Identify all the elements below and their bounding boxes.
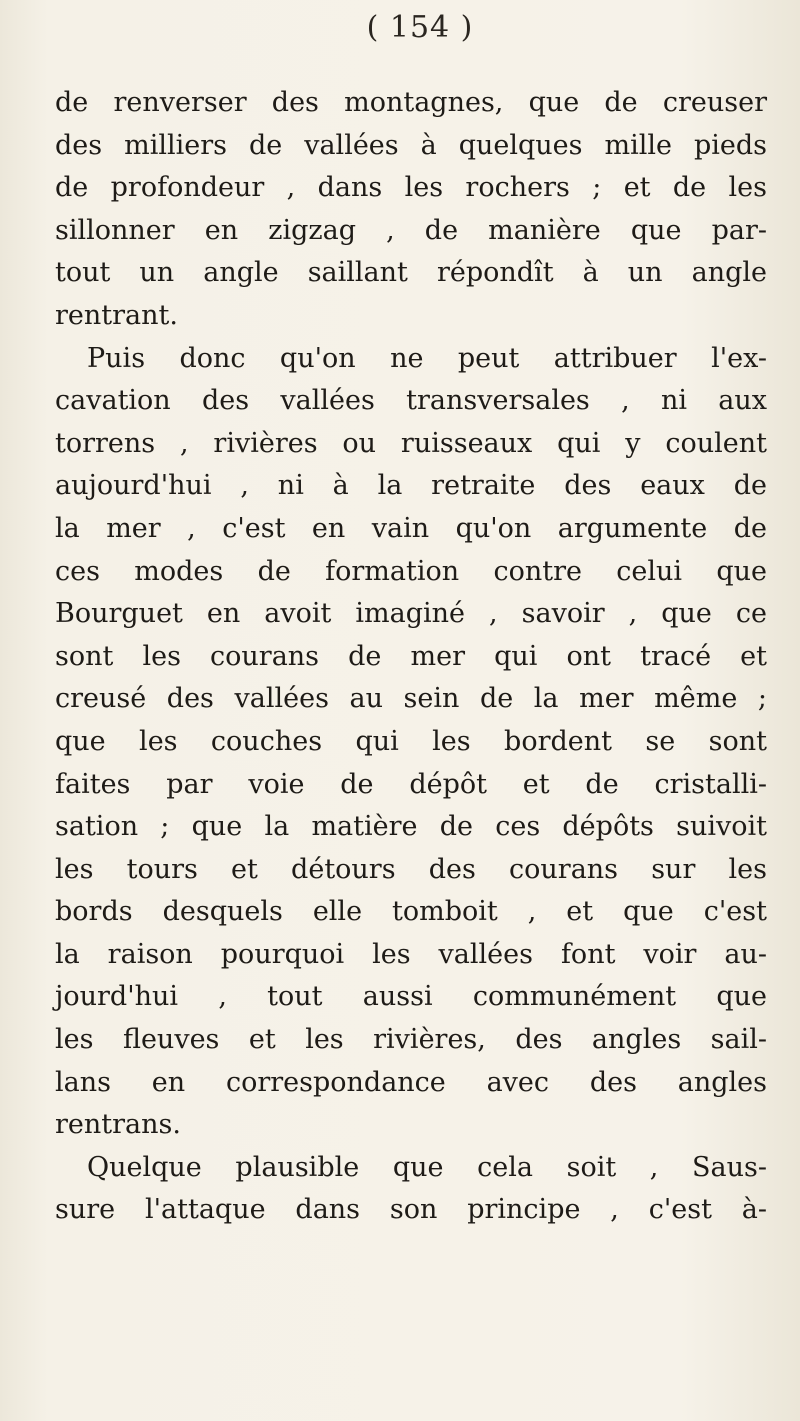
text-line: torrens , rivières ou ruisseaux qui y coulent: [55, 427, 767, 459]
text-line: sont les courans de mer qui ont tracé et: [55, 640, 767, 672]
text-line: les tours et détours des courans sur les: [55, 853, 767, 885]
text-line: jourd'hui , tout aussi communément que: [55, 981, 767, 1013]
text-line: les fleuves et les rivières, des angles sail-: [55, 1024, 767, 1056]
text-line: creusé des vallées au sein de la mer même ;: [55, 683, 767, 715]
text-line: sure l'attaque dans son principe , c'est à-: [55, 1194, 767, 1226]
text-line: de profondeur , dans les rochers ; et de les: [55, 172, 767, 204]
text-line: rentrans.: [55, 1109, 181, 1141]
text-line: des milliers de vallées à quelques mille pieds: [55, 129, 767, 161]
text-line: sillonner en zigzag , de manière que par-: [55, 214, 767, 246]
paragraph-start-line: Quelque plausible que cela soit , Saus-: [87, 1151, 767, 1183]
text-line: bords desquels elle tomboit , et que c'est: [55, 896, 767, 928]
text-line: Bourguet en avoit imaginé , savoir , que ce: [55, 598, 767, 630]
text-line: ces modes de formation contre celui que: [55, 555, 767, 587]
text-line: lans en correspondance avec des angles: [55, 1066, 767, 1098]
text-line: de renverser des montagnes, que de creuser: [55, 87, 767, 118]
text-line: la mer , c'est en vain qu'on argumente de: [55, 512, 767, 544]
text-line: que les couches qui les bordent se sont: [55, 725, 767, 757]
text-line: aujourd'hui , ni à la retraite des eaux de: [55, 470, 767, 502]
text-line: cavation des vallées transversales , ni aux: [55, 385, 767, 417]
text-line: tout un angle saillant répondît à un angle: [55, 257, 767, 289]
body-text: [55, 82, 767, 1232]
text-line: sation ; que la matière de ces dépôts suivoit: [55, 811, 767, 843]
page-number: ( 154 ): [366, 10, 474, 45]
text-line: rentrant.: [55, 299, 178, 331]
text-line: la raison pourquoi les vallées font voir au-: [55, 938, 767, 970]
text-line: faites par voie de dépôt et de cristalli-: [55, 768, 767, 800]
paragraph-start-line: Puis donc qu'on ne peut attribuer l'ex-: [87, 342, 767, 374]
